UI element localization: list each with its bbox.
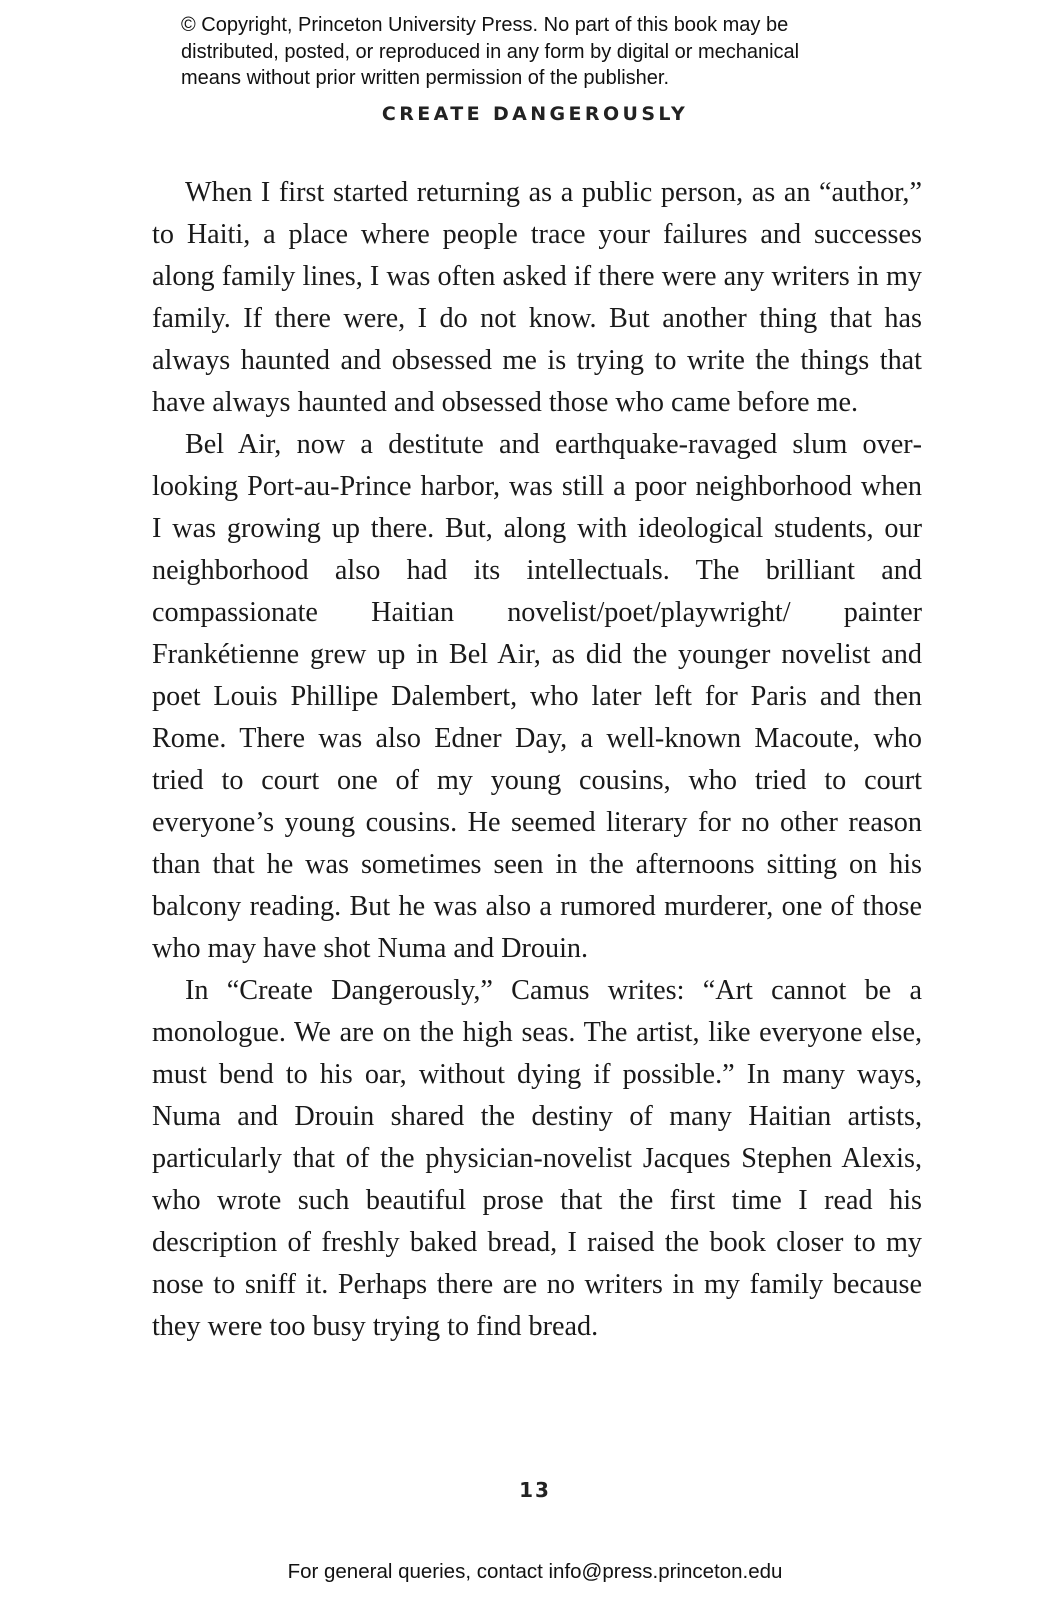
paragraph: In “Create Dangerously,” Camus writes: “Art cannot be a monologue. We are on the high seas. The artist, like everyone else, must bend to his oar, without dying if possible.” In many ways, Numa and Drouin shared the destiny of many Haitian artists, particularly that of the physician-novelist Jacques Stephen Alexis, who wrote such beautiful prose that the first time I read his description of freshly baked bread, I raised the book closer to my nose to sniff it. Perhaps there are no writers in my family because they were too busy trying to find bread. [152, 975, 922, 1342]
running-head: CREATE DANGEROUSLY [381, 103, 689, 125]
paragraph: When I first started returning as a public person, as an “author,” to Haiti, a place where people trace your failures and successes along family lines, I was often asked if there were any writers in my family. If there were, I do not know. But another thing that has always haunted and obsessed me is trying to write the things that have always haunted and obsessed those who came before me. [152, 177, 922, 418]
paragraph: Bel Air, now a destitute and earthquake-ravaged slum overlooking Port-au-Prince harbor, was still a poor neighborhood when I was growing up there. But, along with ideological students, our neighborhood also had its intellectuals. The brilliant and compassionate Haitian novelist/poet/playwright/ painter Frankétienne grew up in Bel Air, as did the younger novelist and poet Louis Phillipe Dalembert, who later left for Paris and then Rome. There was also Edner Day, a well-known Macoute, who tried to court one of my young cousins, who tried to court everyone’s young cousins. He seemed literary for no other reason than that he was sometimes seen in the afternoons sitting on his balcony reading. But he was also a rumored murderer, one of those who may have shot Numa and Drouin. [152, 429, 922, 964]
copyright-line: distributed, posted, or reproduced in any form by digital or mechanical [181, 40, 800, 63]
footer-contact-note: For general queries, contact info@press.princeton.edu [287, 1560, 783, 1583]
copyright-line: © Copyright, Princeton University Press. No part of this book may be [181, 14, 789, 36]
page-number: 13 [519, 1478, 551, 1502]
copyright-notice [181, 12, 941, 92]
copyright-line: means without prior written permission of the publisher. [181, 67, 670, 89]
page-body [152, 172, 922, 1348]
